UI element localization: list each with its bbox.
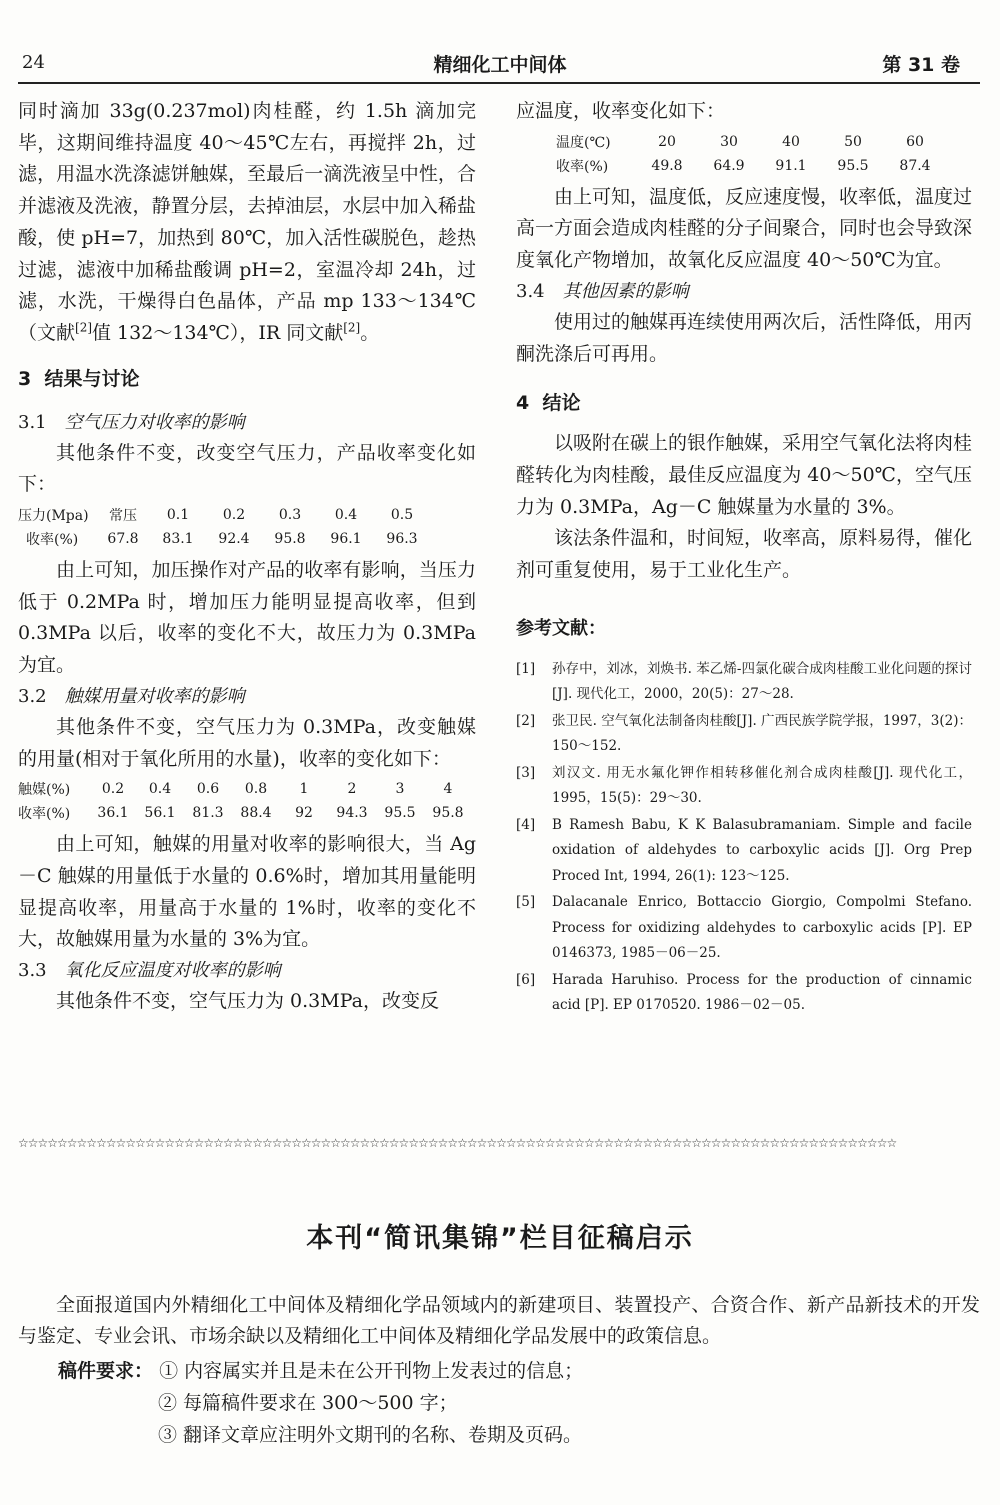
- reference-item: [2] 张卫民. 空气氧化法制备肉桂酸[J]. 广西民族学院学报，1997，3(2)：150～152.: [516, 712, 972, 755]
- section-3-3-discussion: 由上可知，温度低，反应速度慢，收率低，温度过高一方面会造成肉桂醛的分子间聚合，同时也会导致深度氧化产物增加，故氧化反应温度 40～50℃为宜。: [516, 185, 973, 272]
- decorative-star-divider: ☆☆☆☆☆☆☆☆☆☆☆☆☆☆☆☆☆☆☆☆☆☆☆☆☆☆☆☆☆☆☆☆☆☆☆☆☆☆☆☆☆☆☆☆☆☆☆☆☆☆☆☆☆☆☆☆☆☆☆☆☆☆☆☆☆☆☆☆☆☆☆☆☆☆☆☆☆☆☆☆☆☆☆☆☆☆☆☆☆☆: [18, 1136, 897, 1150]
- conclusion-paragraph-2: 该法条件温和，时间短，收率高，原料易得，催化剂可重复使用，易于工业化生产。: [516, 527, 973, 582]
- references-heading: 参考文献：: [516, 617, 606, 639]
- table-row: 温度(℃) 20 30 40 50 60: [556, 133, 924, 151]
- left-column: [18, 96, 476, 1018]
- table-row: 压力(Mpa) 常压 0.1 0.2 0.3 0.4 0.5: [18, 507, 414, 525]
- requirement-3: ③ 翻译文章应注明外文期刊的名称、卷期及页码。: [158, 1424, 583, 1446]
- section-3-2-heading: 3.2 触媒用量对收率的影响: [18, 685, 245, 707]
- section-3-3-intro: 其他条件不变，空气压力为 0.3MPa，改变反: [56, 990, 439, 1013]
- conclusion-paragraph-1: 以吸附在碳上的银作触媒，采用空气氧化法将肉桂醛转化为肉桂酸，最佳反应温度为 40～50℃，空气压力为 0.3MPa，Ag－C 触媒量为水量的 3%。: [516, 432, 973, 518]
- pressure-yield-table: [18, 503, 430, 551]
- requirement-1: 稿件要求： ① 内容属实并且是未在公开刊物上发表过的信息；: [58, 1360, 584, 1382]
- reference-item: [4] B Ramesh Babu, K K Balasubramaniam. Simple and facile oxidation of aldehydes to carboxylic acids [J]. Org Prep Proced Int, 1994, 26(1): 123～125.: [516, 816, 972, 884]
- section-3-3-continued: 应温度，收率变化如下：: [516, 100, 726, 122]
- journal-title: 精细化工中间体: [433, 54, 567, 76]
- reference-item: [6] Harada Haruhiso. Process for the production of cinnamic acid [P]. EP 0170520. 1986－02－05.: [516, 971, 972, 1014]
- section-3-1-discussion: 由上可知，加压操作对产品的收率有影响，当压力低于 0.2MPa 时，增加压力能明显提高收率，但到 0.3MPa 以后，收率的变化不大，故压力为 0.3MPa 为宜。: [18, 559, 476, 677]
- temperature-yield-table: [556, 130, 946, 178]
- catalyst-yield-table: [18, 777, 472, 825]
- page-number: 24: [22, 52, 45, 73]
- reference-item: [3] 刘汉文. 用无水氟化钾作相转移催化剂合成肉桂酸[J]. 现代化工，1995，15(5)：29～30.: [516, 764, 972, 807]
- table-row: 收率(%) 36.1 56.1 81.3 88.4 92 94.3 95.5 95.8: [18, 805, 464, 823]
- section-3-3-heading: 3.3 氧化反应温度对收率的影响: [18, 960, 281, 982]
- section-3-1-intro: 其他条件不变，改变空气压力，产品收率变化如下：: [18, 441, 476, 496]
- reference-item: [1] 孙存中，刘冰，刘焕书. 苯乙烯-四氯化碳合成肉桂酸工业化问题的探讨[J]. 现代化工，2000，20(5)：27～28.: [516, 660, 972, 703]
- notice-title: 本刊“简讯集锦”栏目征稿启示: [306, 1223, 694, 1254]
- right-column: [516, 96, 972, 1020]
- reference-item: [5] Dalacanale Enrico, Bottaccio Giorgio, Compolmi Stefano. Process for oxidizing aldehydes to carboxylic acids [P]. EP 0146373, 1985－06－25.: [516, 894, 972, 962]
- section-4-heading: 4 结论: [516, 392, 581, 415]
- table-row: 触媒(%) 0.2 0.4 0.6 0.8 1 2 3 4: [18, 781, 453, 799]
- page-header: [0, 0, 1000, 80]
- reference-list: [516, 657, 972, 1019]
- section-3-2-discussion: 由上可知，触媒的用量对收率的影响很大，当 Ag－C 触媒的用量低于水量的 0.6%时，增加其用量能明显提高收率，用量高于水量的 1%时，收率的变化不大，故触媒用量为水量的 3%为宜。: [18, 833, 476, 951]
- requirement-2: ② 每篇稿件要求在 300～500 字；: [158, 1392, 458, 1414]
- section-3-heading: 3 结果与讨论: [18, 367, 140, 390]
- section-3-4-heading: 3.4 其他因素的影响: [516, 280, 689, 302]
- intro-paragraph: 同时滴加 33g(0.237mol)肉桂醛，约 1.5h 滴加完毕，这期间维持温度 40～45℃左右，再搅拌 2h，过滤，用温水洗涤滤饼触媒，至最后一滴洗液呈中性，合并滤液及洗液，静置分层，去掉油层，水层中加入稀盐酸，使 pH=7，加热到 80℃，加入活性碳脱色，趁热过滤，滤液中加稀盐酸调 pH=2，室温冷却 24h，过滤，水洗，干燥得白色晶体，产品 mp 133～134℃（文献[2]值 132～134℃），IR 同文献[2]。: [18, 100, 476, 344]
- notice-body: 全面报道国内外精细化工中间体及精细化学品领域内的新建项目、装置投产、合资合作、新产品新技术的开发与鉴定、专业会讯、市场余缺以及精细化工中间体及精细化学品发展中的政策信息。: [18, 1294, 980, 1347]
- section-3-2-intro: 其他条件不变，空气压力为 0.3MPa，改变触媒的用量(相对于氧化所用的水量)，收率的变化如下：: [18, 715, 476, 770]
- header-rule: [18, 82, 980, 84]
- section-3-4-body: 使用过的触媒再连续使用两次后，活性降低，用丙酮洗涤后可再用。: [516, 310, 973, 365]
- volume-label: 第 31 卷: [882, 54, 960, 76]
- table-row: 收率(%) 67.8 83.1 92.4 95.8 96.1 96.3: [26, 531, 418, 549]
- table-row: 收率(%) 49.8 64.9 91.1 95.5 87.4: [556, 157, 931, 175]
- section-3-1-heading: 3.1 空气压力对收率的影响: [18, 411, 245, 433]
